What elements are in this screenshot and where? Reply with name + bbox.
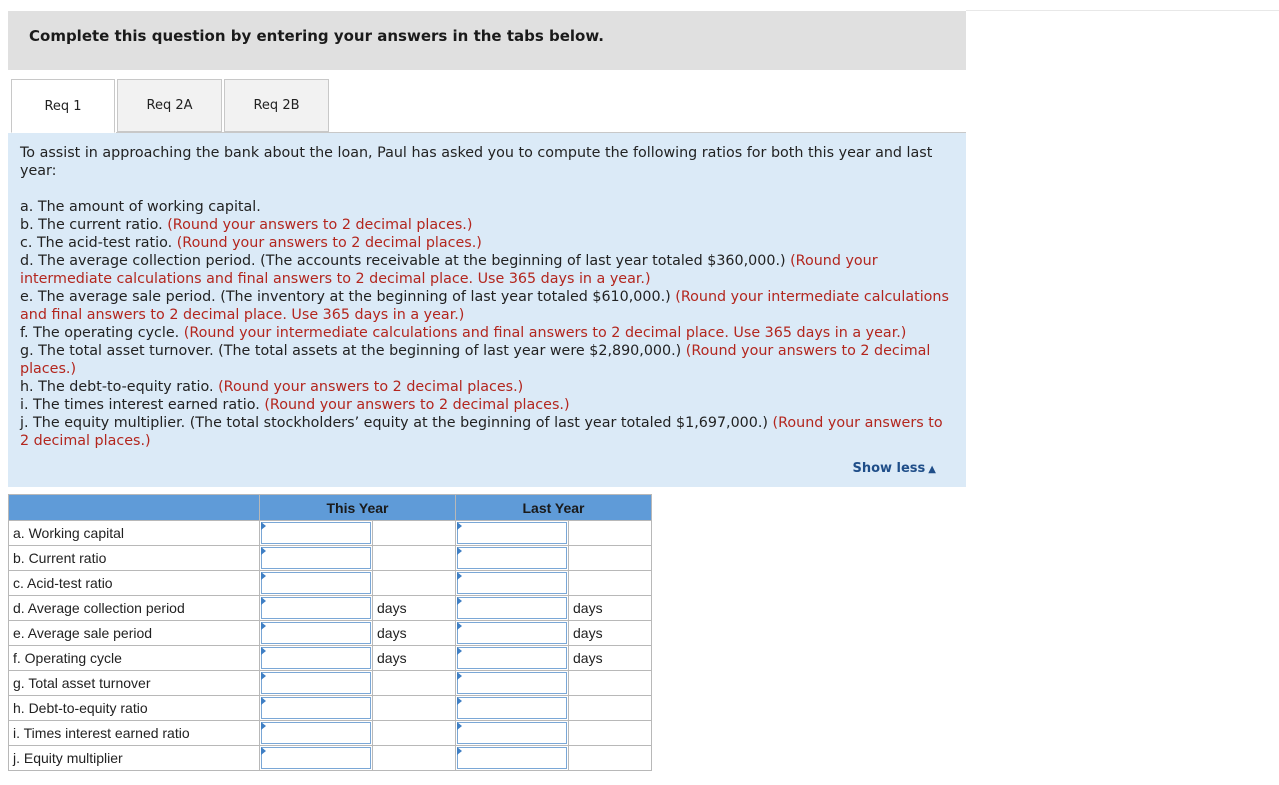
input-cell-last-year (456, 646, 569, 671)
table-row (9, 596, 652, 621)
requirement-text: g. The total asset turnover. (The total assets at the beginning of last year were $2,890,000.) (20, 343, 682, 359)
table-row (9, 646, 652, 671)
input-cell-this-year (260, 546, 373, 571)
answer-input-this-year[interactable] (261, 672, 371, 694)
answer-input-this-year[interactable] (261, 522, 371, 544)
unit-label (373, 546, 456, 571)
answer-input-last-year[interactable] (457, 547, 567, 569)
row-label: c. Acid-test ratio (9, 571, 260, 596)
tab-req-1[interactable]: Req 1 (11, 79, 115, 133)
unit-label (569, 721, 652, 746)
table-row (9, 721, 652, 746)
unit-label: days (373, 621, 456, 646)
row-label: h. Debt-to-equity ratio (9, 696, 260, 721)
table-body (9, 521, 652, 771)
requirement-text: b. The current ratio. (20, 217, 163, 233)
row-label: b. Current ratio (9, 546, 260, 571)
table-row (9, 696, 652, 721)
input-cell-last-year (456, 696, 569, 721)
answer-input-this-year[interactable] (261, 697, 371, 719)
row-label: i. Times interest earned ratio (9, 721, 260, 746)
instruction-title: Complete this question by entering your answers in the tabs below. (29, 27, 604, 45)
table-header-row (9, 495, 652, 521)
answer-input-last-year[interactable] (457, 572, 567, 594)
table-row (9, 671, 652, 696)
input-cell-last-year (456, 721, 569, 746)
unit-label: days (569, 646, 652, 671)
row-label: j. Equity multiplier (9, 746, 260, 771)
rounding-note: (Round your intermediate calculations and final answers to 2 decimal place. Use 365 days in a year.) (20, 253, 878, 287)
answer-input-last-year[interactable] (457, 597, 567, 619)
requirement-item (20, 216, 954, 234)
rounding-note: (Round your answers to 2 decimal places.) (176, 235, 482, 251)
input-cell-last-year (456, 521, 569, 546)
rounding-note: (Round your answers to 2 decimal places.) (264, 397, 570, 413)
answer-input-this-year[interactable] (261, 597, 371, 619)
question-intro: To assist in approaching the bank about the loan, Paul has asked you to compute the following ratios for both this year and last year: (20, 145, 933, 179)
requirement-item (20, 252, 954, 288)
unit-label: days (569, 596, 652, 621)
answer-input-this-year[interactable] (261, 747, 371, 769)
answer-input-this-year[interactable] (261, 547, 371, 569)
requirement-item (20, 396, 954, 414)
input-cell-this-year (260, 696, 373, 721)
row-label: g. Total asset turnover (9, 671, 260, 696)
top-divider (966, 10, 1279, 11)
requirement-text: d. The average collection period. (The accounts receivable at the beginning of last year totaled $360,000.) (20, 253, 786, 269)
requirement-item (20, 288, 954, 324)
show-less-link[interactable] (852, 460, 936, 479)
tab-req-2b[interactable]: Req 2B (224, 79, 329, 132)
unit-label (569, 521, 652, 546)
answer-table (8, 494, 652, 771)
unit-label (373, 571, 456, 596)
requirement-text: c. The acid-test ratio. (20, 235, 173, 251)
unit-label (569, 746, 652, 771)
rounding-note: (Round your answers to 2 decimal places.) (218, 379, 524, 395)
input-cell-last-year (456, 546, 569, 571)
unit-label (569, 546, 652, 571)
answer-input-last-year[interactable] (457, 622, 567, 644)
requirement-text: i. The times interest earned ratio. (20, 397, 260, 413)
answer-input-this-year[interactable] (261, 572, 371, 594)
input-cell-last-year (456, 571, 569, 596)
unit-label (373, 721, 456, 746)
requirement-text: j. The equity multiplier. (The total stockholders’ equity at the beginning of last year totaled $1,697,000.) (20, 415, 768, 431)
unit-label: days (373, 596, 456, 621)
input-cell-this-year (260, 521, 373, 546)
input-cell-last-year (456, 746, 569, 771)
rounding-note: (Round your answers to 2 decimal places.) (20, 415, 943, 449)
unit-label (569, 696, 652, 721)
row-label: a. Working capital (9, 521, 260, 546)
table-row (9, 746, 652, 771)
requirement-item (20, 378, 954, 396)
row-label: e. Average sale period (9, 621, 260, 646)
rounding-note: (Round your answers to 2 decimal places.) (167, 217, 473, 233)
rounding-note: (Round your answers to 2 decimal places.) (20, 343, 931, 377)
input-cell-last-year (456, 621, 569, 646)
unit-label: days (569, 621, 652, 646)
answer-input-last-year[interactable] (457, 697, 567, 719)
tab-req-2a[interactable]: Req 2A (117, 79, 222, 132)
header-blank (9, 495, 260, 521)
table-row (9, 521, 652, 546)
answer-input-last-year[interactable] (457, 647, 567, 669)
rounding-note: (Round your intermediate calculations and final answers to 2 decimal place. Use 365 days in a year.) (20, 289, 949, 323)
answer-input-last-year[interactable] (457, 722, 567, 744)
rounding-note: (Round your intermediate calculations and final answers to 2 decimal place. Use 365 days in a year.) (183, 325, 907, 341)
input-cell-this-year (260, 571, 373, 596)
input-cell-this-year (260, 621, 373, 646)
table-row (9, 571, 652, 596)
answer-input-this-year[interactable] (261, 647, 371, 669)
requirement-text: a. The amount of working capital. (20, 199, 261, 215)
unit-label (569, 671, 652, 696)
unit-label (373, 696, 456, 721)
requirement-item (20, 198, 954, 216)
unit-label (373, 746, 456, 771)
input-cell-this-year (260, 646, 373, 671)
caret-up-icon: ▲ (928, 464, 936, 475)
row-label: f. Operating cycle (9, 646, 260, 671)
table-row (9, 546, 652, 571)
input-cell-this-year (260, 671, 373, 696)
unit-label (373, 521, 456, 546)
answer-input-this-year[interactable] (261, 622, 371, 644)
answer-input-last-year[interactable] (457, 747, 567, 769)
requirement-item (20, 414, 954, 450)
input-cell-this-year (260, 746, 373, 771)
instruction-header (8, 11, 966, 70)
unit-label (373, 671, 456, 696)
input-cell-this-year (260, 721, 373, 746)
requirement-text: e. The average sale period. (The inventory at the beginning of last year totaled $610,000.) (20, 289, 671, 305)
table-row (9, 621, 652, 646)
answer-input-last-year[interactable] (457, 672, 567, 694)
input-cell-last-year (456, 671, 569, 696)
input-cell-last-year (456, 596, 569, 621)
requirement-list (20, 198, 954, 450)
requirement-item (20, 324, 954, 342)
answer-input-last-year[interactable] (457, 522, 567, 544)
show-less-label: Show less (852, 461, 926, 476)
unit-label: days (373, 646, 456, 671)
question-panel (8, 133, 966, 487)
requirement-item (20, 234, 954, 252)
requirement-text: h. The debt-to-equity ratio. (20, 379, 214, 395)
header-last-year: Last Year (456, 495, 652, 521)
requirement-text: f. The operating cycle. (20, 325, 180, 341)
header-this-year: This Year (260, 495, 456, 521)
input-cell-this-year (260, 596, 373, 621)
answer-input-this-year[interactable] (261, 722, 371, 744)
requirement-item (20, 342, 954, 378)
row-label: d. Average collection period (9, 596, 260, 621)
unit-label (569, 571, 652, 596)
